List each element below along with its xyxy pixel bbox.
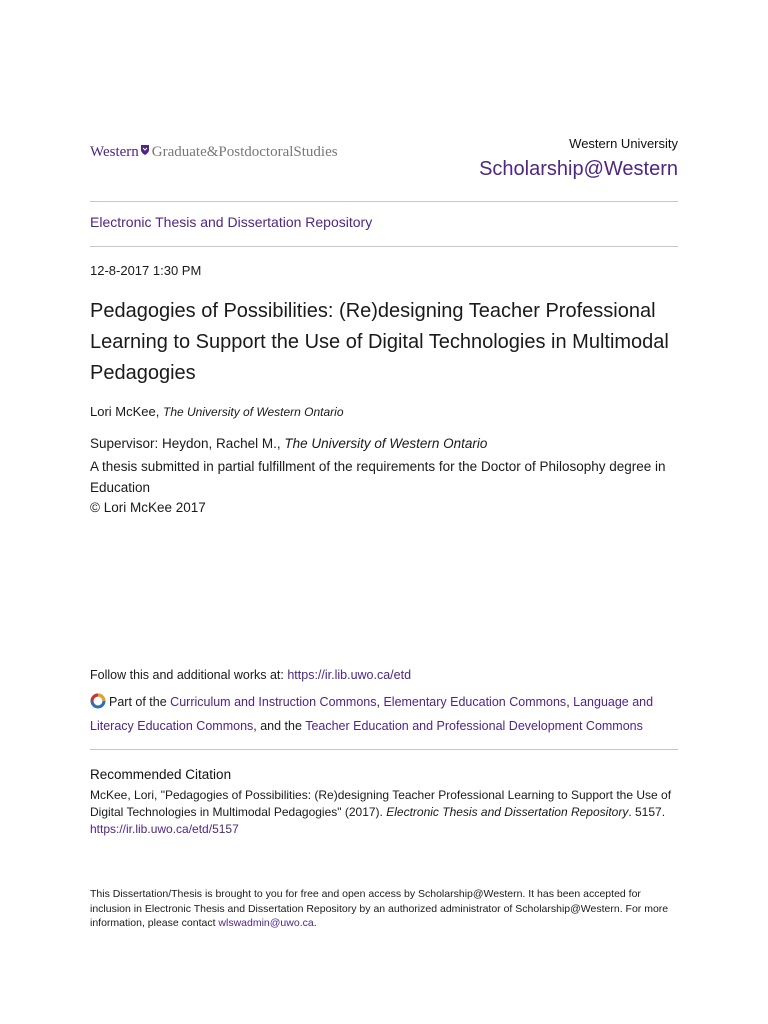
commons-link-elementary[interactable]: Elementary Education Commons — [383, 695, 567, 709]
follow-line — [90, 668, 411, 682]
commons-link-language-literacy[interactable]: Language and Literacy Education Commons — [90, 695, 654, 733]
separator: , — [376, 695, 384, 709]
citation-journal: Electronic Thesis and Dissertation Repository — [386, 805, 629, 819]
shield-icon — [140, 144, 150, 161]
supervisor-name: Supervisor: Heydon, Rachel M., — [90, 436, 281, 451]
copyright-notice: © Lori McKee 2017 — [90, 500, 206, 515]
follow-url-link[interactable]: https://ir.lib.uwo.ca/etd — [287, 668, 412, 682]
divider — [90, 201, 678, 202]
access-notice-text: This Dissertation/Thesis is brought to you for free and open access by Scholarship@Western. It has been accepted for inclusion in Electronic Thesis and Dissertation Repository by an authorized administrator of Scholarship@Western. For more information, please contact — [90, 888, 669, 929]
citation-body — [90, 787, 678, 838]
citation-text: McKee, Lori, "Pedagogies of Possibilities: (Re)designing Teacher Professional Learning to Support the Use of Digital Technologies in Multimodal Pedagogies" (2017). — [90, 788, 672, 819]
citation-heading: Recommended Citation — [90, 767, 232, 782]
header — [90, 128, 678, 188]
separator: , — [566, 695, 574, 709]
logo-brand: Western — [90, 144, 139, 160]
citation-number: . 5157. — [628, 805, 666, 819]
punctuation: . — [313, 917, 317, 929]
divider — [90, 246, 678, 247]
author-line — [90, 404, 344, 419]
part-of-prefix: Part of the — [109, 695, 167, 709]
scholarship-link[interactable]: Scholarship@Western — [479, 158, 678, 180]
publication-date: 12-8-2017 1:30 PM — [90, 263, 202, 278]
logo-subtitle: Graduate&PostdoctoralStudies — [151, 144, 338, 160]
graduate-studies-logo[interactable] — [90, 144, 338, 161]
access-notice — [90, 887, 680, 931]
author-affiliation: The University of Western Ontario — [163, 405, 344, 419]
follow-text: Follow this and additional works at: — [90, 668, 284, 682]
supervisor-line — [90, 436, 487, 451]
repository-link[interactable]: Electronic Thesis and Dissertation Repository — [90, 214, 373, 230]
thesis-statement: A thesis submitted in partial fulfillment of the requirements for the Doctor of Philosophy degree in Education — [90, 459, 666, 495]
citation-url-link[interactable]: https://ir.lib.uwo.ca/etd/5157 — [90, 822, 239, 836]
commons-link-teacher-education[interactable]: Teacher Education and Professional Development Commons — [305, 719, 643, 733]
university-name: Western University — [569, 136, 678, 151]
commons-network-icon — [90, 693, 106, 716]
separator: , and the — [253, 719, 306, 733]
contact-email-link[interactable]: wlswadmin@uwo.ca — [218, 917, 314, 929]
divider — [90, 749, 678, 750]
author-name: Lori McKee, — [90, 404, 160, 419]
part-of-commons — [90, 692, 680, 737]
supervisor-affiliation: The University of Western Ontario — [284, 436, 488, 451]
commons-link-curriculum[interactable]: Curriculum and Instruction Commons — [170, 695, 377, 709]
thesis-title: Pedagogies of Possibilities: (Re)designing Teacher Professional Learning to Support the Use of Digital Technologies in Multimodal Pedagogies — [90, 300, 669, 384]
